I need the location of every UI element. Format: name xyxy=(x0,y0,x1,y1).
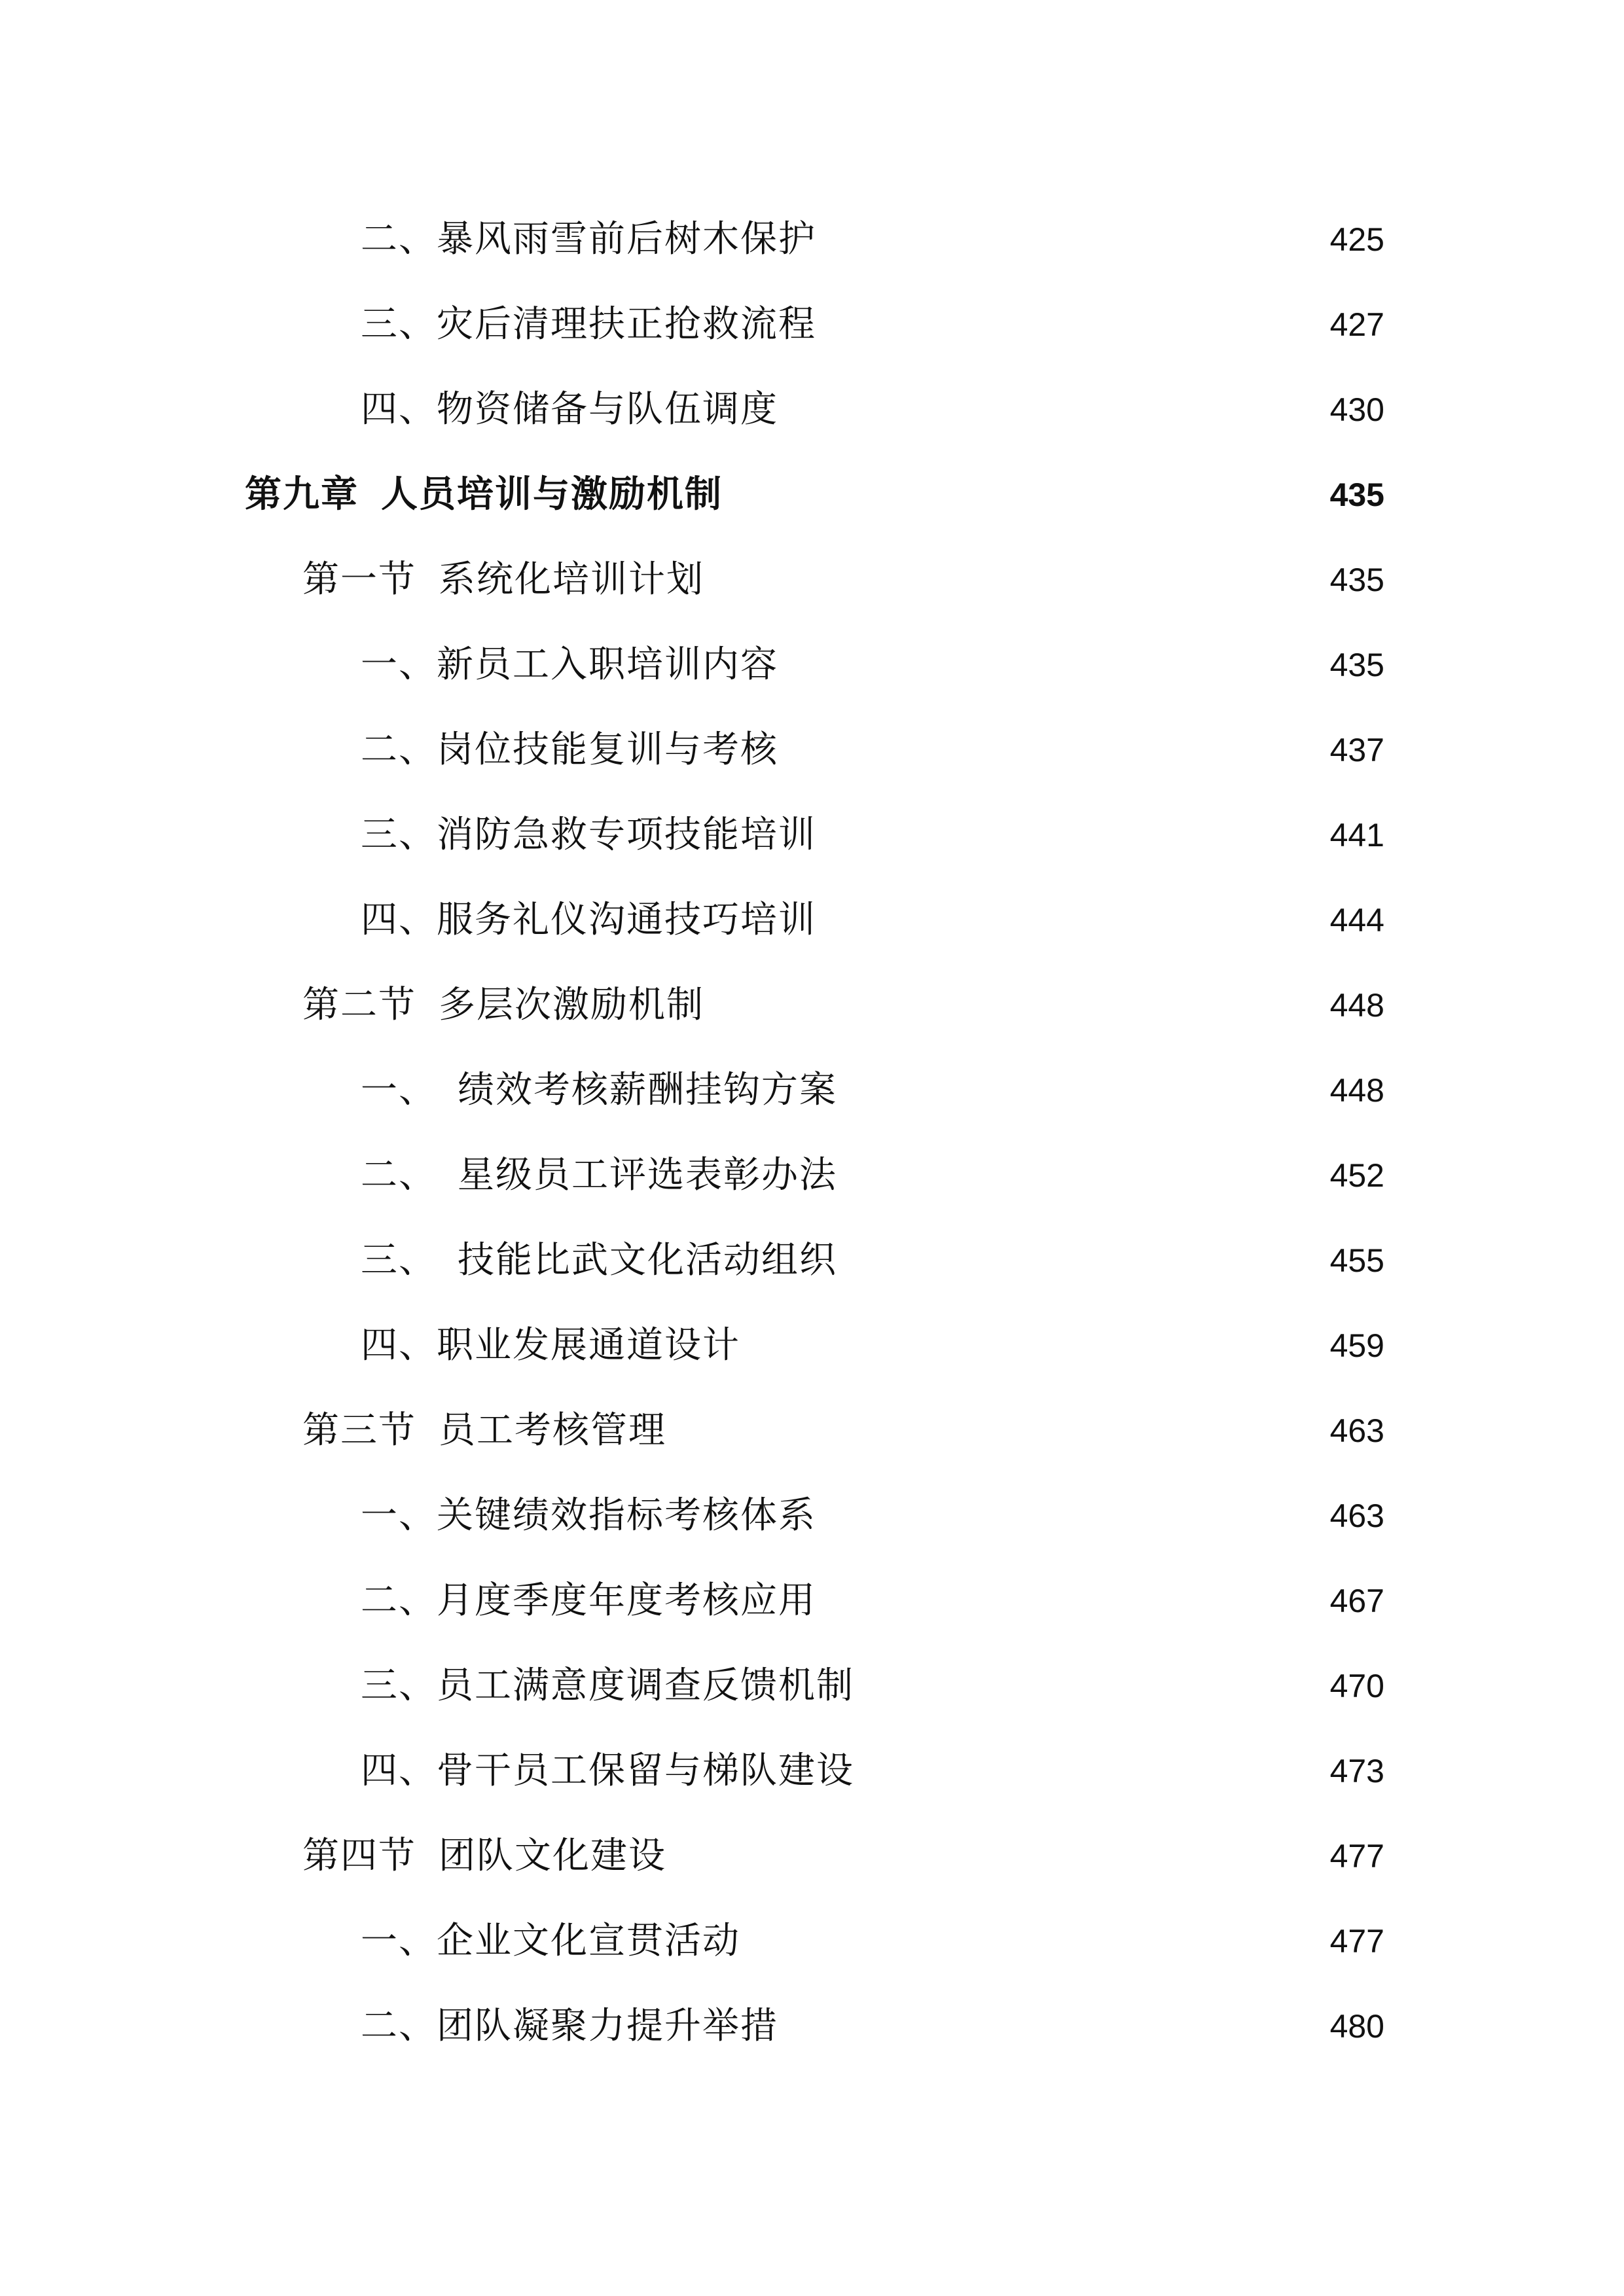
toc-entry-label xyxy=(361,1064,837,1117)
toc-entry-page: 435 xyxy=(1329,562,1384,598)
toc-entry-page: 470 xyxy=(1329,1668,1384,1704)
toc-entry-label: 四、职业发展通道设计 xyxy=(361,1324,740,1367)
toc-entry-page: 463 xyxy=(1329,1412,1384,1449)
dot-leader xyxy=(828,1490,1321,1542)
toc-entry-label: 三、员工满意度调查反馈机制 xyxy=(361,1664,854,1707)
item-number: 二、 xyxy=(361,1154,437,1196)
toc-entry-label: 四、骨干员工保留与梯队建设 xyxy=(361,1749,854,1792)
toc-entry[interactable] xyxy=(361,1064,1384,1117)
dot-leader xyxy=(866,1660,1321,1712)
toc-entry-label: 二、月度季度年度考核应用 xyxy=(361,1579,816,1622)
toc-entry-page: 435 xyxy=(1329,476,1384,513)
toc-chapter-entry[interactable] xyxy=(245,469,1384,521)
dot-leader xyxy=(790,2000,1321,2053)
dot-leader xyxy=(849,1149,1321,1202)
toc-entry[interactable] xyxy=(361,894,1384,946)
toc-entry-label xyxy=(361,1149,837,1202)
section-number: 第一节 xyxy=(302,558,416,601)
toc-entry[interactable] xyxy=(361,384,1384,436)
item-title: 星级员工评选表彰办法 xyxy=(458,1154,837,1196)
item-number: 三、 xyxy=(361,1239,437,1282)
toc-entry[interactable] xyxy=(361,2000,1384,2053)
section-title: 员工考核管理 xyxy=(439,1409,666,1452)
section-number: 第四节 xyxy=(302,1835,416,1877)
toc-entry-label: 三、灾后清理扶正抢救流程 xyxy=(361,303,816,346)
toc-entry[interactable] xyxy=(361,1660,1384,1712)
toc-entry-label xyxy=(361,1234,837,1287)
dot-leader xyxy=(734,469,1321,521)
dot-leader xyxy=(828,213,1321,266)
toc-entry-page: 430 xyxy=(1329,391,1384,428)
toc-entry-page: 448 xyxy=(1329,1072,1384,1109)
toc-entry[interactable] xyxy=(361,724,1384,776)
toc-entry-label xyxy=(302,554,704,606)
chapter-title: 人员培训与激励机制 xyxy=(381,473,723,516)
toc-entry-label xyxy=(302,979,704,1031)
toc-section-entry[interactable] xyxy=(302,1830,1384,1882)
toc-entry-label xyxy=(302,1405,666,1457)
dot-leader xyxy=(866,1745,1321,1797)
dot-leader xyxy=(828,1575,1321,1627)
dot-leader xyxy=(849,1234,1321,1287)
section-number: 第二节 xyxy=(302,984,416,1026)
dot-leader xyxy=(716,554,1321,606)
dot-leader xyxy=(752,1915,1321,1967)
toc-entry[interactable] xyxy=(361,1575,1384,1627)
toc-entry-label: 四、服务礼仪沟通技巧培训 xyxy=(361,899,816,941)
toc-entry-page: 477 xyxy=(1329,1838,1384,1874)
toc-entry-label: 二、岗位技能复训与考核 xyxy=(361,728,778,771)
toc-entry-page: 441 xyxy=(1329,817,1384,853)
toc-entry-page: 437 xyxy=(1329,732,1384,768)
item-title: 绩效考核薪酬挂钩方案 xyxy=(458,1069,837,1111)
toc-entry-page: 459 xyxy=(1329,1327,1384,1364)
dot-leader xyxy=(828,894,1321,946)
toc-entry-page: 480 xyxy=(1329,2008,1384,2045)
toc-entry[interactable] xyxy=(361,1319,1384,1372)
section-title: 团队文化建设 xyxy=(439,1835,666,1877)
dot-leader xyxy=(678,1405,1321,1457)
dot-leader xyxy=(849,1064,1321,1117)
toc-entry[interactable] xyxy=(361,809,1384,861)
toc-entry[interactable] xyxy=(361,1915,1384,1967)
dot-leader xyxy=(828,809,1321,861)
toc-entry-label: 一、新员工入职培训内容 xyxy=(361,643,778,686)
toc-entry[interactable] xyxy=(361,1149,1384,1202)
item-title: 技能比武文化活动组织 xyxy=(458,1239,837,1282)
toc-entry-page: 425 xyxy=(1329,221,1384,258)
section-title: 多层次激励机制 xyxy=(439,984,704,1026)
toc-entry[interactable] xyxy=(361,213,1384,266)
toc-entry-page: 477 xyxy=(1329,1923,1384,1960)
toc-entry-page: 463 xyxy=(1329,1498,1384,1534)
toc-entry-label xyxy=(302,1830,666,1882)
toc-entry-page: 444 xyxy=(1329,902,1384,939)
toc-entry[interactable] xyxy=(361,639,1384,691)
toc-entry-label: 三、消防急救专项技能培训 xyxy=(361,814,816,856)
dot-leader xyxy=(790,384,1321,436)
toc-entry-label: 二、暴风雨雪前后树木保护 xyxy=(361,218,816,260)
toc-section-entry[interactable] xyxy=(302,1405,1384,1457)
dot-leader xyxy=(678,1830,1321,1882)
dot-leader xyxy=(752,1319,1321,1372)
dot-leader xyxy=(828,298,1321,351)
toc-entry-page: 455 xyxy=(1329,1242,1384,1279)
toc-entry-page: 448 xyxy=(1329,987,1384,1024)
toc-entry-label: 二、团队凝聚力提升举措 xyxy=(361,2005,778,2047)
toc-entry[interactable] xyxy=(361,1745,1384,1797)
toc-section-entry[interactable] xyxy=(302,554,1384,606)
toc-entry-page: 473 xyxy=(1329,1753,1384,1789)
toc-entry-label: 四、物资储备与队伍调度 xyxy=(361,388,778,431)
toc-entry-label: 一、企业文化宣贯活动 xyxy=(361,1920,740,1962)
toc-section-entry[interactable] xyxy=(302,979,1384,1031)
toc-entry-label xyxy=(245,469,723,521)
toc-entry[interactable] xyxy=(361,1490,1384,1542)
toc-entry-page: 427 xyxy=(1329,306,1384,343)
toc-entry-page: 452 xyxy=(1329,1157,1384,1194)
section-number: 第三节 xyxy=(302,1409,416,1452)
item-number: 一、 xyxy=(361,1069,437,1111)
toc-entry[interactable] xyxy=(361,298,1384,351)
chapter-number: 第九章 xyxy=(245,473,359,516)
toc-entry[interactable] xyxy=(361,1234,1384,1287)
toc-entry-label: 一、关键绩效指标考核体系 xyxy=(361,1494,816,1537)
section-title: 系统化培训计划 xyxy=(439,558,704,601)
toc-entry-page: 467 xyxy=(1329,1583,1384,1619)
toc-entry-page: 435 xyxy=(1329,647,1384,683)
dot-leader xyxy=(790,724,1321,776)
dot-leader xyxy=(716,979,1321,1031)
dot-leader xyxy=(790,639,1321,691)
